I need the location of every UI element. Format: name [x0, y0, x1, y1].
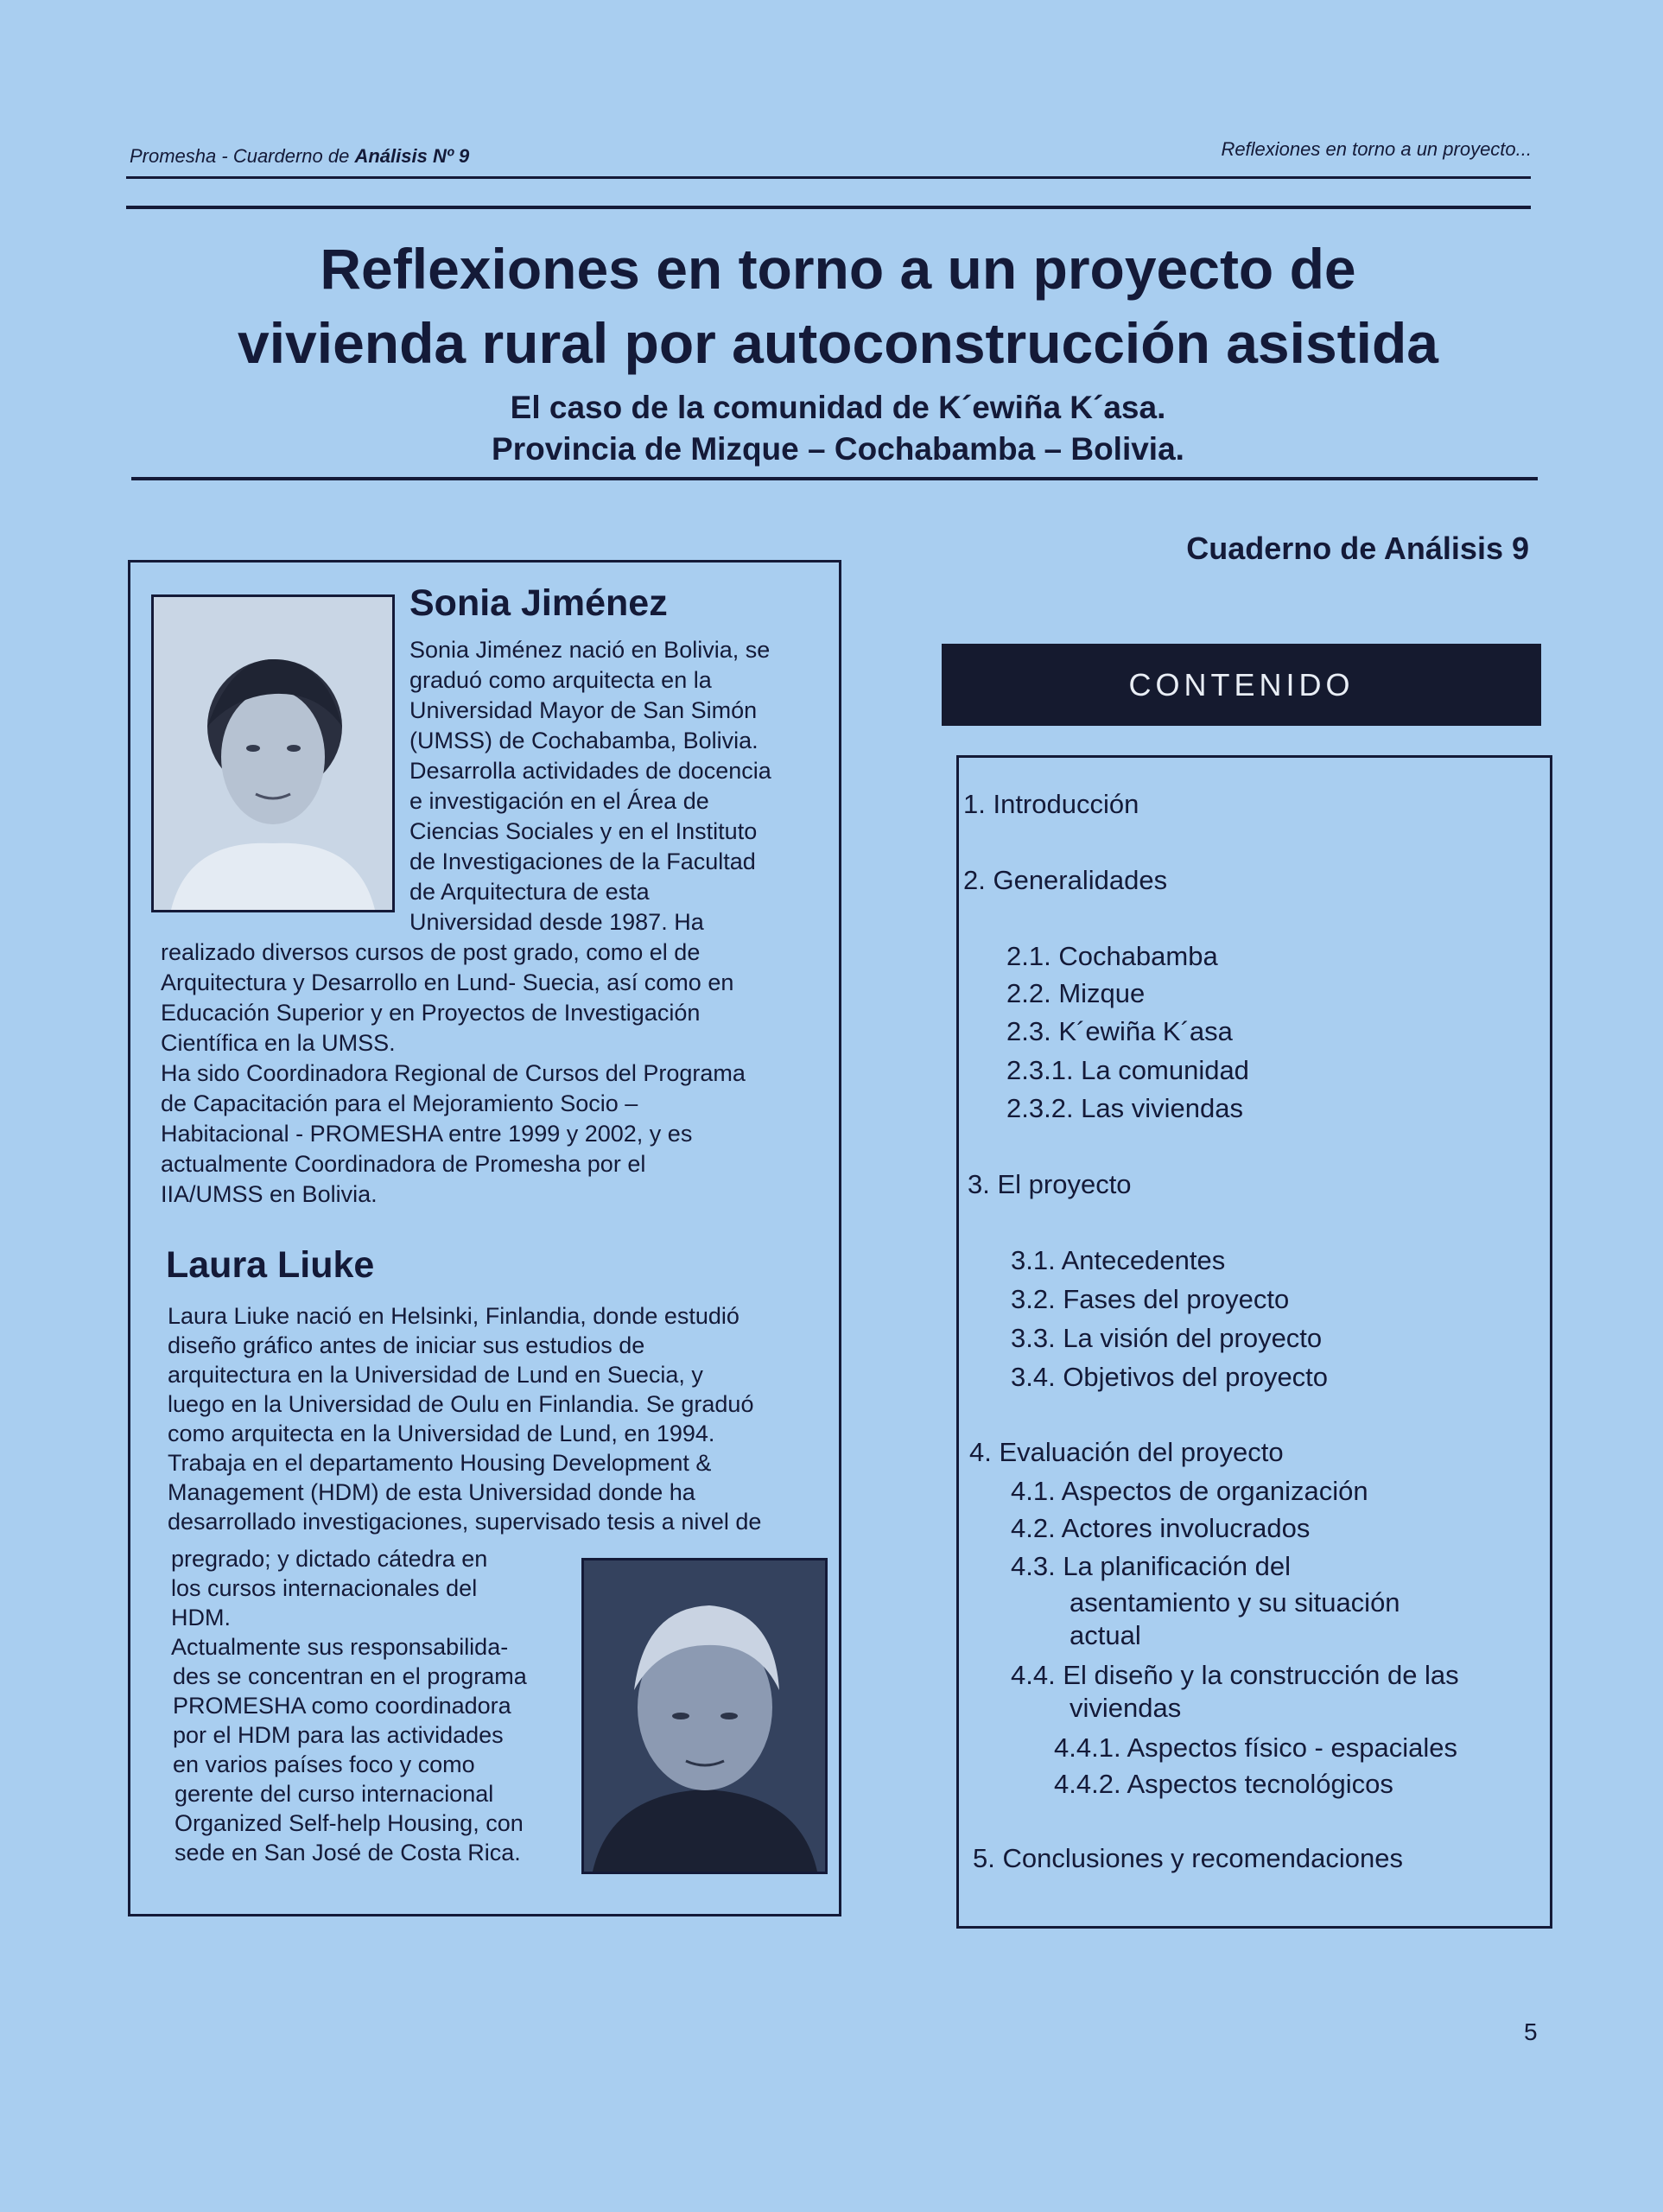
toc-item: 4.4. El diseño y la construcción de las: [1011, 1660, 1459, 1690]
page-subtitle: [121, 387, 1555, 470]
bio-line: Habitacional - PROMESHA entre 1999 y 2002, y es: [161, 1121, 693, 1147]
bio-line: Organized Self-help Housing, con: [175, 1810, 524, 1836]
subtitle-line-2: Provincia de Mizque – Cochabamba – Bolivia.: [492, 431, 1184, 467]
toc-item: 4.4.2. Aspectos tecnológicos: [1054, 1769, 1393, 1799]
header-rule: [126, 176, 1531, 179]
running-header-left-text: Promesha - Cuarderno de: [130, 145, 355, 167]
bio-line: Universidad Mayor de San Simón: [409, 697, 758, 723]
bio-line: desarrollado investigaciones, supervisado tesis a nivel de: [168, 1509, 762, 1535]
toc-item: asentamiento y su situación: [1070, 1587, 1400, 1618]
running-header-right: Reflexiones en torno a un proyecto...: [1221, 138, 1532, 160]
bio-line: pregrado; y dictado cátedra en: [171, 1546, 488, 1572]
title-bottom-rule: [131, 477, 1538, 480]
bio-line: Management (HDM) de esta Universidad donde ha: [168, 1479, 695, 1505]
toc-item: 3.2. Fases del proyecto: [1011, 1284, 1290, 1314]
bio-line: graduó como arquitecta en la: [409, 667, 712, 693]
toc-item: 2. Generalidades: [963, 865, 1168, 895]
bio-line: Desarrolla actividades de docencia: [409, 758, 771, 784]
bio-line: IIA/UMSS en Bolivia.: [161, 1181, 378, 1207]
bio-line: gerente del curso internacional: [175, 1781, 494, 1807]
bio-line: (UMSS) de Cochabamba, Bolivia.: [409, 728, 759, 753]
toc-heading: CONTENIDO: [942, 644, 1541, 726]
toc-item: 4.2. Actores involucrados: [1011, 1513, 1311, 1543]
bio-line: diseño gráfico antes de iniciar sus estudios de: [168, 1332, 645, 1358]
portrait-laura-image: [584, 1560, 825, 1872]
bio-line: de Investigaciones de la Facultad: [409, 849, 756, 874]
bio-line: de Capacitación para el Mejoramiento Socio –: [161, 1090, 638, 1116]
page-title: [121, 232, 1555, 380]
toc-item: actual: [1070, 1620, 1141, 1650]
bio-line: Educación Superior y en Proyectos de Investigación: [161, 1000, 701, 1026]
author-photo-sonia: [151, 594, 395, 912]
bio-line: e investigación en el Área de: [409, 788, 709, 814]
bio-line: sede en San José de Costa Rica.: [175, 1840, 521, 1866]
bio-line: Actualmente sus responsabilida-: [171, 1634, 509, 1660]
toc-item: 5. Conclusiones y recomendaciones: [973, 1843, 1403, 1873]
bio-line: actualmente Coordinadora de Promesha por el: [161, 1151, 646, 1177]
toc-item: 4.3. La planificación del: [1011, 1551, 1292, 1581]
toc-item: 1. Introducción: [963, 789, 1139, 819]
toc-item: 2.3. K´ewiña K´asa: [1006, 1016, 1233, 1046]
bio-line: Universidad desde 1987. Ha: [409, 909, 704, 935]
title-line-1: Reflexiones en torno a un proyecto de: [320, 237, 1356, 301]
bio-line: Científica en la UMSS.: [161, 1030, 396, 1056]
running-header-left: [130, 145, 469, 168]
author-name-laura: Laura Liuke: [166, 1244, 375, 1286]
bio-line: HDM.: [171, 1605, 231, 1630]
subtitle-line-1: El caso de la comunidad de K´ewiña K´asa.: [510, 390, 1166, 425]
bio-line: Ha sido Coordinadora Regional de Cursos del Programa: [161, 1060, 746, 1086]
bio-line: los cursos internacionales del: [171, 1575, 478, 1601]
bio-line: por el HDM para las actividades: [173, 1722, 504, 1748]
toc-item: 2.3.1. La comunidad: [1006, 1055, 1249, 1085]
toc-item: 3.1. Antecedentes: [1011, 1245, 1226, 1275]
toc-item: 3.3. La visión del proyecto: [1011, 1323, 1323, 1353]
bio-line: Sonia Jiménez nació en Bolivia, se: [409, 637, 771, 663]
title-top-rule: [126, 206, 1531, 209]
bio-line: luego en la Universidad de Oulu en Finlandia. Se graduó: [168, 1391, 754, 1417]
author-name-sonia: Sonia Jiménez: [409, 582, 668, 624]
bio-line: des se concentran en el programa: [173, 1663, 527, 1689]
bio-line: Ciencias Sociales y en el Instituto: [409, 818, 758, 844]
toc-item: 4. Evaluación del proyecto: [969, 1437, 1284, 1467]
toc-item: 2.2. Mizque: [1006, 978, 1146, 1008]
bio-line: Arquitectura y Desarrollo en Lund- Suecia, así como en: [161, 969, 734, 995]
bio-line: como arquitecta en la Universidad de Lund, en 1994.: [168, 1421, 715, 1446]
toc-item: 4.1. Aspectos de organización: [1011, 1476, 1368, 1506]
bio-line: de Arquitectura de esta: [409, 879, 650, 905]
toc-item: 3.4. Objetivos del proyecto: [1011, 1362, 1329, 1392]
toc-item: 2.1. Cochabamba: [1006, 941, 1218, 971]
toc-item: 3. El proyecto: [968, 1169, 1132, 1199]
author-photo-laura: [581, 1558, 828, 1874]
page-number: 5: [1524, 2018, 1538, 2045]
toc-item: 4.4.1. Aspectos físico - espaciales: [1054, 1732, 1457, 1763]
running-header-left-bold: Análisis Nº 9: [354, 145, 470, 167]
toc-item: viviendas: [1070, 1693, 1182, 1723]
title-line-2: vivienda rural por autoconstrucción asistida: [237, 311, 1439, 375]
bio-line: Trabaja en el departamento Housing Development &: [168, 1450, 712, 1476]
bio-line: arquitectura en la Universidad de Lund en Suecia, y: [168, 1362, 703, 1388]
portrait-sonia-image: [154, 597, 392, 910]
toc-item: 2.3.2. Las viviendas: [1006, 1093, 1244, 1123]
bio-line: PROMESHA como coordinadora: [173, 1693, 511, 1719]
bio-line: en varios países foco y como: [173, 1751, 475, 1777]
bio-line: Laura Liuke nació en Helsinki, Finlandia, donde estudió: [168, 1303, 739, 1329]
series-label: Cuaderno de Análisis 9: [1186, 531, 1529, 566]
bio-line: realizado diversos cursos de post grado, como el de: [161, 939, 701, 965]
